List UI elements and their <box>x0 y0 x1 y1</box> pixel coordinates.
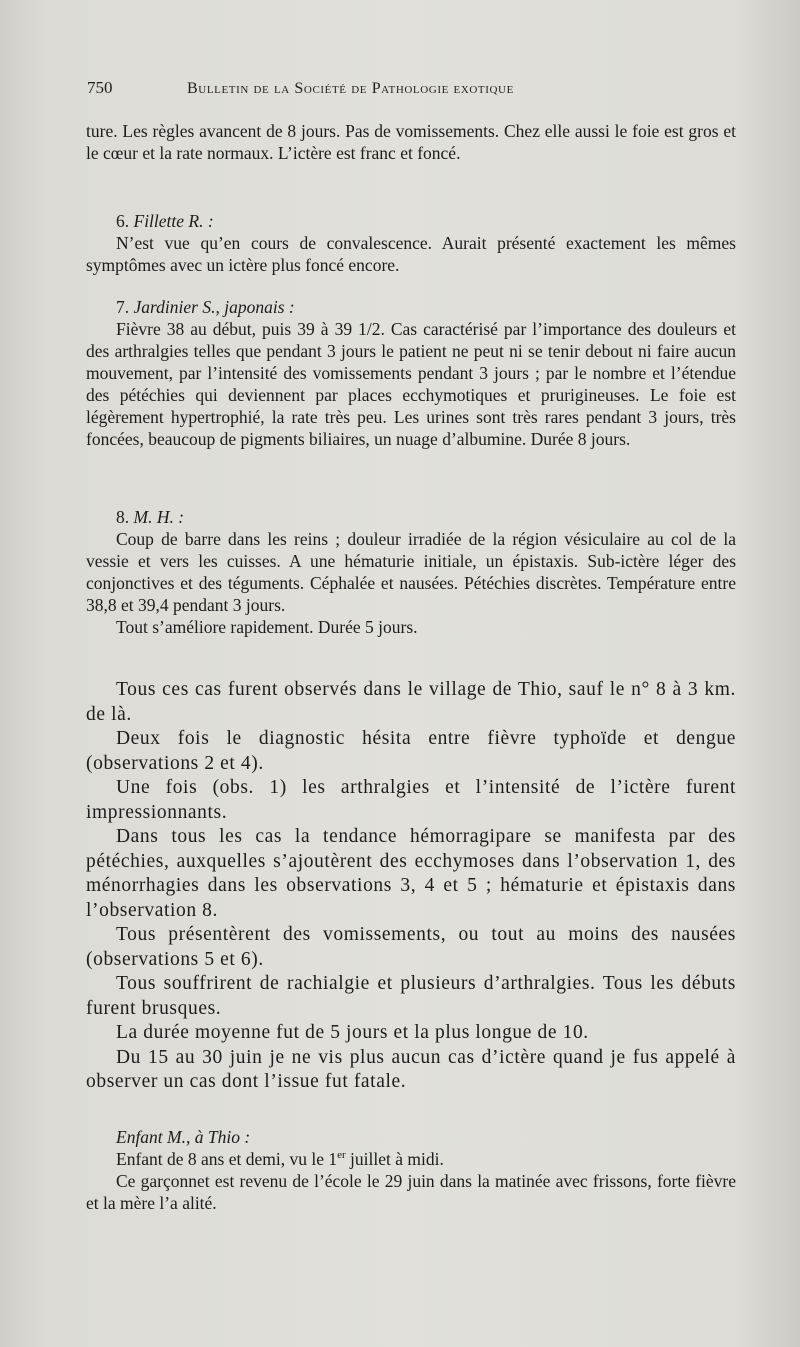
case-7-name: Jardinier S., japonais : <box>133 297 295 317</box>
summary-p6: Tous souffrirent de rachialgie et plusieurs d’arthralgies. Tous les débuts furent brusques. <box>86 973 736 1019</box>
summary-p4: Dans tous les cas la tendance hémorragipare se manifesta par des pétéchies, auxquelles s’ajoutèrent des ecchymoses dans l’observation 1, des ménorrhagies dans les observations 3, 4 et 5 ; hématurie et épistaxis dans l’observation 8. <box>86 826 736 921</box>
continuation-paragraph: ture. Les règles avancent de 8 jours. Pas de vomissements. Chez elle aussi le foie est gros et le cœur et la rate normaux. L’ictère est franc et foncé. <box>86 121 736 163</box>
page-number: 750 <box>87 78 113 97</box>
case-7-number: 7. <box>116 297 130 317</box>
summary-p8: Du 15 au 30 juin je ne vis plus aucun cas d’ictère quand je fus appelé à observer un cas dont l’issue fut fatale. <box>86 1046 736 1092</box>
summary-p5: Tous présentèrent des vomissements, ou tout au moins des nausées (observations 5 et 6). <box>86 924 736 970</box>
case-6-heading <box>86 210 736 232</box>
summary-p1: Tous ces cas furent observés dans le village de Thio, sauf le n° 8 à 3 km. de là. <box>86 679 736 725</box>
continuation-block <box>86 120 736 164</box>
case-6-text: N’est vue qu’en cours de convalescence. Aurait présenté exactement les mêmes symptômes avec un ictère plus foncé encore. <box>86 233 736 275</box>
case-8-heading <box>86 506 736 528</box>
case-7-text: Fièvre 38 au début, puis 39 à 39 1/2. Cas caractérisé par l’importance des douleurs et des arthralgies telles que pendant 3 jours le patient ne peut ni se tenir debout ni faire aucun mouvement, par l’intensité des vomissements pendant 3 jours ; par le nombre et l’étendue des pétéchies qui deviennent par places ecchymotiques et prurigineuses. Le foie est légèrement hypertrophié, la rate très peu. Les urines sont très rares pendant 3 jours, très foncées, beaucoup de pigments biliaires, un nuage d’albumine. Durée 8 jours. <box>86 319 736 449</box>
summary-p3: Une fois (obs. 1) les arthralgies et l’intensité de l’ictère furent impressionnants. <box>86 777 736 823</box>
case-8-number: 8. <box>116 507 130 527</box>
summary-p7: La durée moyenne fut de 5 jours et la plus longue de 10. <box>116 1022 589 1043</box>
running-title: Bulletin de la Société de Pathologie exotique <box>187 80 514 97</box>
fatal-case <box>86 1126 736 1214</box>
case-8 <box>86 506 736 638</box>
case-7-heading <box>86 296 736 318</box>
fatal-case-line2: Ce garçonnet est revenu de l’école le 29 juin dans la matinée avec frissons, forte fièvre et la mère l’a alité. <box>86 1171 736 1213</box>
case-6 <box>86 210 736 276</box>
case-8-text-2: Tout s’améliore rapidement. Durée 5 jours. <box>116 617 418 637</box>
case-7 <box>86 296 736 450</box>
case-8-name: M. H. : <box>133 507 185 527</box>
fatal-case-heading <box>86 1126 736 1148</box>
summary-p2: Deux fois le diagnostic hésita entre fièvre typhoïde et dengue (observations 2 et 4). <box>86 728 736 774</box>
fatal-case-line1: Enfant de 8 ans et demi, vu le 1er juillet à midi. <box>116 1149 444 1169</box>
case-6-number: 6. <box>116 211 130 231</box>
fatal-case-name: Enfant M., à Thio : <box>116 1127 251 1147</box>
case-8-text: Coup de barre dans les reins ; douleur irradiée de la région vésiculaire au col de la vessie et vers les cuisses. A une hématurie initiale, un épistaxis. Sub-ictère léger des conjonctives et des téguments. Céphalée et nausées. Pétéchies discrètes. Température entre 38,8 et 39,4 pendant 3 jours. <box>86 529 736 615</box>
summary-block <box>86 678 736 1095</box>
case-6-name: Fillette R. : <box>133 211 214 231</box>
